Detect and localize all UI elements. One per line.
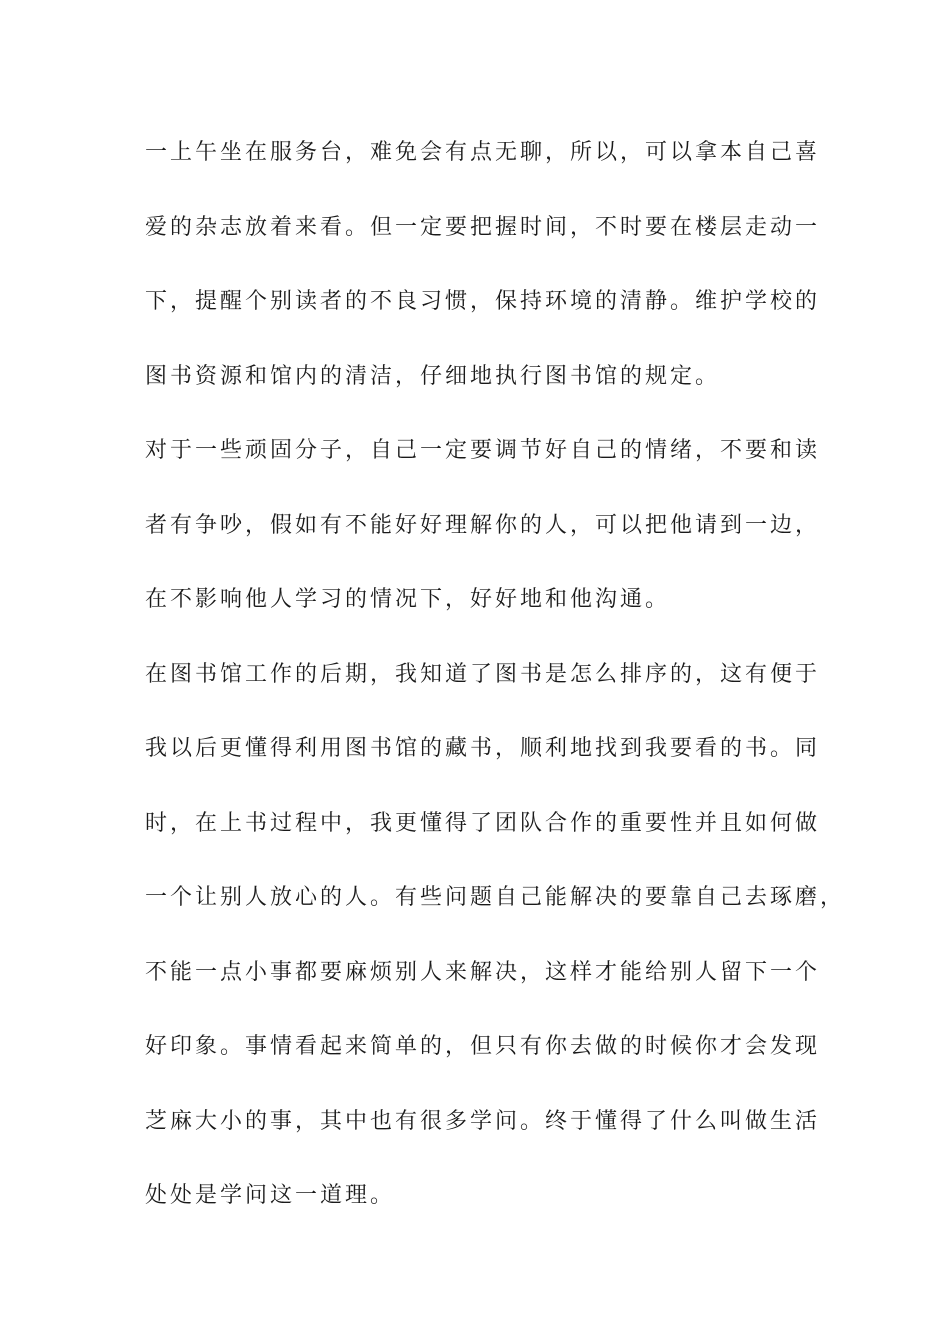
text-line: 好印象。事情看起来简单的，但只有你去做的时候你才会发现 bbox=[145, 1034, 821, 1059]
text-line: 图书资源和馆内的清洁，仔细地执行图书馆的规定。 bbox=[145, 363, 721, 389]
text-line: 处处是学问这一道理。 bbox=[145, 1183, 396, 1208]
text-line: 时，在上书过程中，我更懂得了团队合作的重要性并且如何做 bbox=[145, 810, 821, 836]
text-line: 在图书馆工作的后期，我知道了图书是怎么排序的，这有便于 bbox=[145, 661, 821, 687]
text-line: 不能一点小事都要麻烦别人来解决，这样才能给别人留下一个 bbox=[145, 959, 821, 985]
text-line: 一上午坐在服务台，难免会有点无聊，所以，可以拿本自己喜 bbox=[145, 140, 821, 165]
body-text bbox=[145, 133, 846, 1251]
text-line: 者有争吵，假如有不能好好理解你的人，可以把他请到一边， bbox=[145, 512, 821, 538]
text-line: 爱的杂志放着来看。但一定要把握时间，不时要在楼层走动一 bbox=[145, 214, 821, 240]
text-line: 对于一些顽固分子，自己一定要调节好自己的情绪，不要和读 bbox=[145, 438, 821, 463]
text-line: 芝麻大小的事，其中也有很多学问。终于懂得了什么叫做生活 bbox=[145, 1108, 821, 1134]
text-line: 在不影响他人学习的情况下，好好地和他沟通。 bbox=[145, 587, 671, 612]
text-line: 我以后更懂得利用图书馆的藏书，顺利地找到我要看的书。同 bbox=[145, 736, 821, 761]
text-line: 下，提醒个别读者的不良习惯，保持环境的清静。维护学校的 bbox=[145, 289, 821, 314]
text-line: 一个让别人放心的人。有些问题自己能解决的要靠自己去琢磨， bbox=[145, 885, 846, 910]
